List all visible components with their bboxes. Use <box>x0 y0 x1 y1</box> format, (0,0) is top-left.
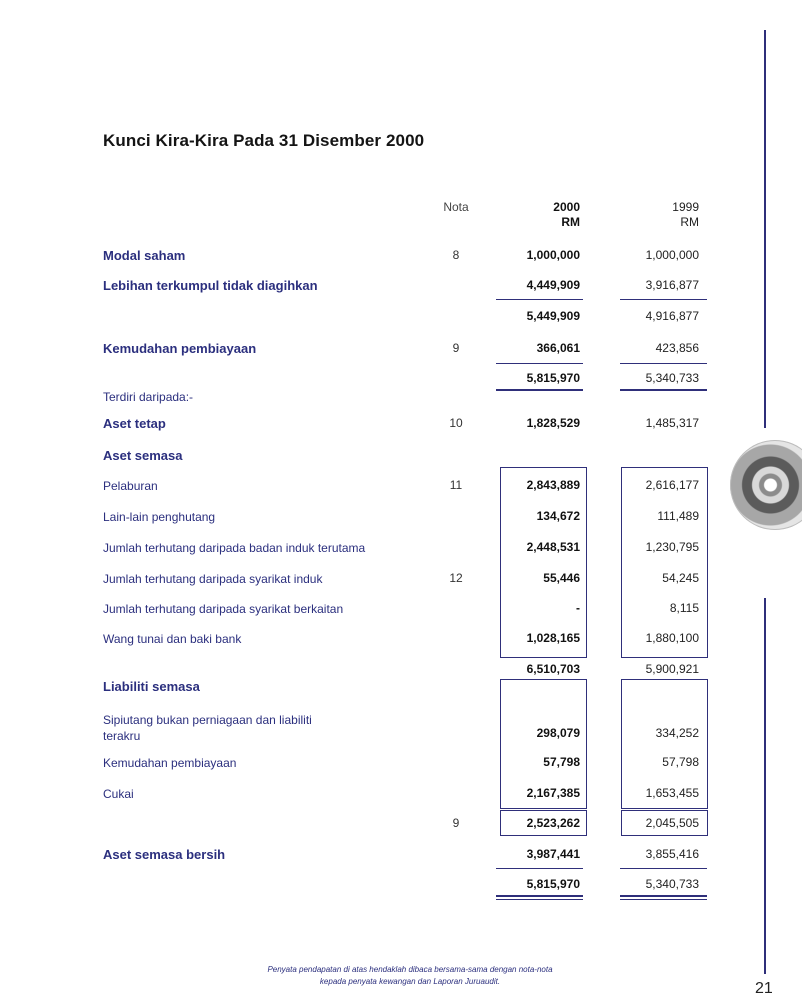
row-label: Aset semasa <box>103 448 183 463</box>
box-liabilities-total-2000 <box>500 810 587 836</box>
header-nota: Nota <box>443 200 469 214</box>
row-value-2000: 2,523,262 <box>526 816 580 830</box>
row-value-1999: 1,000,000 <box>645 248 699 262</box>
row-label: Kemudahan pembiayaan <box>103 341 257 356</box>
row-value-2000: 55,446 <box>543 571 580 585</box>
row-value-1999: 1,653,455 <box>645 786 699 800</box>
double-underline-1999 <box>620 895 707 897</box>
underline-2000 <box>496 363 583 364</box>
row-label: Terdiri daripada:- <box>103 390 194 404</box>
header-1999 <box>620 200 699 230</box>
table-row <box>0 478 802 498</box>
table-row <box>0 278 802 298</box>
row-label: Lain-lain penghutang <box>103 510 216 524</box>
table-row <box>0 416 802 436</box>
row-label: Jumlah terhutang daripada syarikat berkaitan <box>103 602 344 616</box>
row-value-2000: 1,000,000 <box>526 248 580 262</box>
row-label: Sipiutang bukan perniagaan dan liabiliti terakru <box>103 713 312 743</box>
table-row <box>0 389 802 409</box>
row-label: Cukai <box>103 787 134 801</box>
header-1999-unit: RM <box>680 215 699 229</box>
row-value-2000: 5,815,970 <box>526 371 580 385</box>
table-row-total <box>0 371 802 391</box>
row-value-2000: 134,672 <box>536 509 580 523</box>
table-row <box>0 712 802 746</box>
row-value-1999: 57,798 <box>662 755 699 769</box>
row-nota: 11 <box>449 478 463 492</box>
table-row-total <box>0 877 802 897</box>
page-number: 21 <box>755 980 773 997</box>
row-label: Pelaburan <box>103 479 158 493</box>
row-value-2000: - <box>576 601 580 615</box>
row-value-2000: 57,798 <box>543 755 580 769</box>
row-value-2000: 4,449,909 <box>526 278 580 292</box>
row-value-1999: 423,856 <box>655 341 699 355</box>
row-nota: 10 <box>449 416 463 430</box>
row-value-2000: 3,987,441 <box>526 847 580 861</box>
column-header <box>0 200 802 234</box>
row-value-1999: 8,115 <box>669 601 699 615</box>
row-nota: 9 <box>452 816 460 830</box>
header-2000-unit: RM <box>561 215 580 229</box>
row-value-2000: 1,828,529 <box>526 416 580 430</box>
row-label: Modal saham <box>103 248 186 263</box>
underline-1999 <box>620 299 707 300</box>
double-underline-2000-b <box>496 899 583 900</box>
row-value-1999: 3,916,877 <box>645 278 699 292</box>
row-value-1999: 111,489 <box>657 509 699 523</box>
row-value-2000: 2,843,889 <box>526 478 580 492</box>
page-title: Kunci Kira-Kira Pada 31 Disember 2000 <box>103 131 425 150</box>
double-underline-2000 <box>496 895 583 897</box>
table-row <box>0 571 802 591</box>
underline-1999 <box>620 363 707 364</box>
header-1999-year: 1999 <box>672 200 699 214</box>
table-row <box>0 847 802 867</box>
row-value-1999: 1,880,100 <box>645 631 699 645</box>
table-row <box>0 540 802 560</box>
table-row <box>0 786 802 806</box>
footer-line-2: kepada penyata kewangan dan Laporan Juruaudit. <box>319 977 501 986</box>
table-row <box>0 248 802 268</box>
row-value-1999: 54,245 <box>662 571 699 585</box>
row-value-2000: 2,448,531 <box>526 540 580 554</box>
row-value-1999: 5,900,921 <box>645 662 699 676</box>
row-value-1999: 1,485,317 <box>645 416 699 430</box>
row-value-1999: 4,916,877 <box>645 309 699 323</box>
row-value-1999: 2,045,505 <box>645 816 699 830</box>
double-underline-1999-b <box>620 899 707 900</box>
row-value-2000: 2,167,385 <box>526 786 580 800</box>
table-row <box>0 341 802 361</box>
row-label: Liabiliti semasa <box>103 679 200 694</box>
underline-2000 <box>496 868 583 869</box>
underline-2000 <box>496 299 583 300</box>
row-value-2000: 6,510,703 <box>526 662 580 676</box>
row-label: Jumlah terhutang daripada badan induk terutama <box>103 541 366 555</box>
row-label: Aset tetap <box>103 416 166 431</box>
row-label: Aset semasa bersih <box>103 847 226 862</box>
header-2000-year: 2000 <box>553 200 580 214</box>
header-2000 <box>500 200 580 230</box>
row-label: Lebihan terkumpul tidak diagihkan <box>103 278 318 293</box>
row-label: Jumlah terhutang daripada syarikat induk <box>103 572 323 586</box>
row-label: Wang tunai dan baki bank <box>103 632 242 646</box>
table-row-subtotal <box>0 309 802 329</box>
row-value-2000: 5,815,970 <box>526 877 580 891</box>
row-value-1999: 334,252 <box>655 726 699 740</box>
footer-line-1: Penyata pendapatan di atas hendaklah dibaca bersama-sama dengan nota-nota <box>267 965 553 974</box>
section-header <box>0 679 802 699</box>
box-liabilities-total-1999 <box>621 810 708 836</box>
row-value-2000: 366,061 <box>536 341 580 355</box>
underline-1999 <box>620 868 707 869</box>
row-nota: 9 <box>452 341 460 355</box>
table-row <box>0 631 802 651</box>
row-nota: 12 <box>449 571 463 585</box>
row-value-1999: 2,616,177 <box>645 478 699 492</box>
row-label: Kemudahan pembiayaan <box>103 756 237 770</box>
row-value-1999: 5,340,733 <box>645 877 699 891</box>
row-value-1999: 1,230,795 <box>645 540 699 554</box>
row-nota: 8 <box>452 248 460 262</box>
row-value-2000: 1,028,165 <box>526 631 580 645</box>
row-value-1999: 5,340,733 <box>645 371 699 385</box>
section-header <box>0 448 802 468</box>
row-value-1999: 3,855,416 <box>645 847 699 861</box>
footer-note <box>200 964 620 988</box>
row-value-2000: 298,079 <box>536 726 580 740</box>
table-row <box>0 601 802 621</box>
table-row <box>0 509 802 529</box>
table-row <box>0 755 802 775</box>
row-value-2000: 5,449,909 <box>526 309 580 323</box>
